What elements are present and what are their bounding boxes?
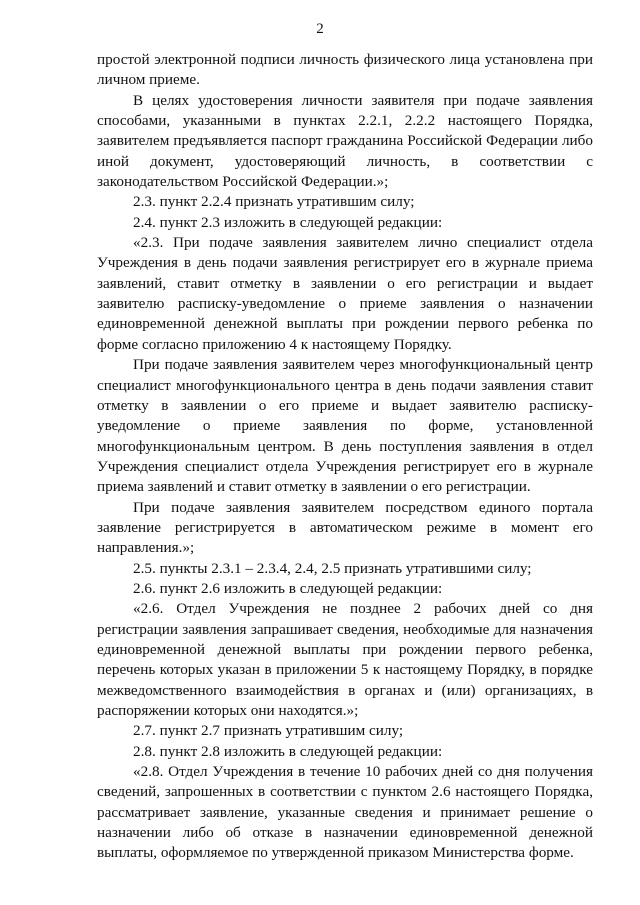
document-body [97, 50, 593, 864]
paragraph-13: «2.8. Отдел Учреждения в течение 10 рабочих дней со дня получения сведений, запрошенных в соответствии с пунктом 2.6 настоящего Порядка, рассматривает заявление, указанные сведения и принимает решение о назначении либо об отказе в назначении единовременной денежной выплаты, оформляемое по утвержденной приказом Министерства форме. [97, 763, 593, 862]
paragraph-5: «2.3. При подаче заявления заявителем лично специалист отдела Учреждения в день подачи заявления регистрирует его в журнале приема заявлений, ставит отметку в заявлении о его регистрации и выдает заявителю расписку-уведомление о приеме заявления о назначении единовременной денежной выплаты при рождении первого ребенка по форме согласно приложению 4 к настоящему Порядку. [97, 234, 593, 353]
page-number: 2 [316, 21, 324, 37]
paragraph-12: 2.8. пункт 2.8 изложить в следующей редакции: [133, 742, 443, 760]
paragraph-3: 2.3. пункт 2.2.4 признать утратившим силу; [133, 193, 415, 211]
paragraph-10: «2.6. Отдел Учреждения не позднее 2 рабочих дней со дня регистрации заявления запрашивает сведения, необходимые для назначения единовременной денежной выплаты при рождении первого ребенка, перечень которых указан в приложении 5 к настоящему Порядку, в порядке межведомственного взаимодействия в органах и (или) организациях, в распоряжении которых они находятся.»; [97, 600, 593, 719]
paragraph-9: 2.6. пункт 2.6 изложить в следующей редакции: [133, 579, 443, 597]
paragraph-4: 2.4. пункт 2.3 изложить в следующей редакции: [133, 213, 443, 231]
paragraph-11: 2.7. пункт 2.7 признать утратившим силу; [133, 722, 404, 740]
paragraph-6: При подаче заявления заявителем через многофункциональный центр специалист многофункционального центра в день подачи заявления ставит отметку в заявлении о его приеме и выдает заявителю расписку-уведомление о приеме заявления по форме, установленной многофункциональным центром. В день поступления заявления в отдел Учреждения специалист отдела Учреждения регистрирует его в журнале приема заявлений и ставит отметку в заявлении о его регистрации. [97, 356, 593, 496]
paragraph-8: 2.5. пункты 2.3.1 – 2.3.4, 2.4, 2.5 признать утратившими силу; [133, 559, 532, 577]
paragraph-1: простой электронной подписи личность физического лица установлена при личном приеме. [97, 51, 593, 89]
paragraph-2: В целях удостоверения личности заявителя при подаче заявления способами, указанными в пунктах 2.2.1, 2.2.2 настоящего Порядка, заявителем предъявляется паспорт гражданина Российской Федерации либо иной документ, удостоверяющий личность, в соответствии с законодательством Российской Федерации.»; [97, 91, 593, 191]
paragraph-7: При подаче заявления заявителем посредством единого портала заявление регистрируется в автоматическом режиме в момент его направления.»; [97, 498, 593, 557]
